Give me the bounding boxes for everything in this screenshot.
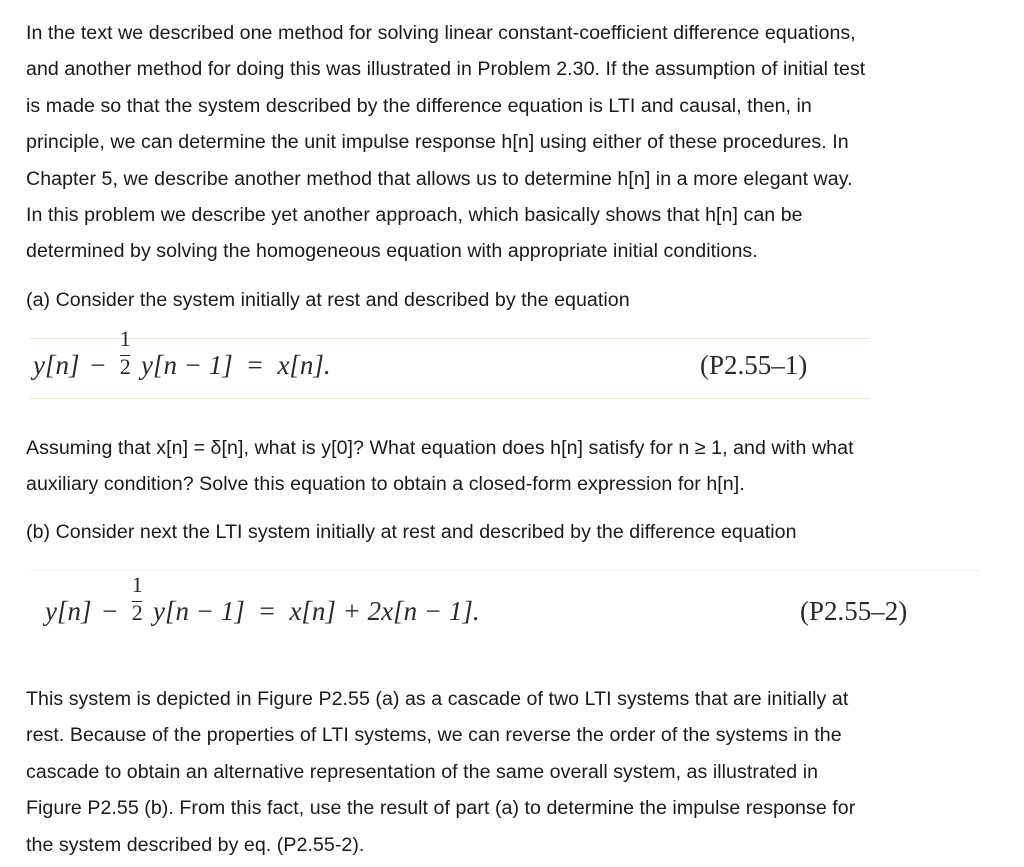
part-b-body [26,681,1006,863]
scan-line [30,338,870,339]
scan-line [30,398,870,399]
part-a-questions [26,430,1006,503]
intro-line: determined by solving the homogeneous equation with appropriate initial conditions. [26,240,758,263]
intro-line: and another method for doing this was illustrated in Problem 2.30. If the assumption of initial test [26,58,866,81]
intro-line: In this problem we describe yet another approach, which basically shows that h[n] can be [26,204,803,227]
equation-label: (P2.55–2) [800,596,908,626]
eq-operator: − [90,350,106,380]
equation-p2-55-1 [0,320,1024,405]
eq-term: y[n] [33,350,80,380]
fraction-denominator: 2 [131,600,143,626]
eq-operator: = [247,350,263,380]
question-line: auxiliary condition? Solve this equation to obtain a closed-form expression for h[n]. [26,473,745,496]
part-a-prompt: (a) Consider the system initially at rest and described by the equation [26,289,630,311]
fraction-numerator: 1 [119,326,131,352]
intro-line: In the text we described one method for solving linear constant-coefficient difference equations, [26,22,856,44]
eq-term: y[n − 1] [152,596,245,626]
eq-term: x[n] + 2x[n − 1]. [289,596,480,626]
scan-line [30,570,980,571]
intro-line: Chapter 5, we describe another method that allows us to determine h[n] in a more elegant way. [26,167,853,190]
intro-line: principle, we can determine the unit impulse response h[n] using either of these procedures. In [26,131,849,154]
body-line: rest. Because of the properties of LTI systems, we can reverse the order of the systems in the [26,724,842,747]
eq-term: x[n]. [277,350,331,380]
eq-operator: = [259,596,275,626]
eq-operator: − [102,596,118,626]
part-b-prompt: (b) Consider next the LTI system initially at rest and described by the difference equation [26,521,797,543]
fraction-denominator: 2 [119,354,131,380]
fraction-numerator: 1 [131,572,143,598]
equation-body [33,326,331,383]
body-line: cascade to obtain an alternative representation of the same overall system, as illustrated in [26,760,819,783]
equation-p2-55-2 [0,560,1024,660]
eq-term: y[n] [45,596,92,626]
equation-label: (P2.55–1) [700,350,808,380]
intro-line: is made so that the system described by the difference equation is LTI and causal, then, in [26,94,812,117]
fraction-one-half [130,572,144,629]
body-line: This system is depicted in Figure P2.55 (a) as a cascade of two LTI systems that are initially at [26,688,849,710]
equation-body [45,572,480,629]
intro-paragraph [26,15,1006,270]
body-line: Figure P2.55 (b). From this fact, use the result of part (a) to determine the impulse response for [26,797,856,820]
body-line: the system described by eq. (P2.55-2). [26,833,365,856]
fraction-one-half [118,326,132,383]
eq-term: y[n − 1] [140,350,233,380]
question-line: Assuming that x[n] = δ[n], what is y[0]? What equation does h[n] satisfy for n ≥ 1, and with what [26,437,854,459]
